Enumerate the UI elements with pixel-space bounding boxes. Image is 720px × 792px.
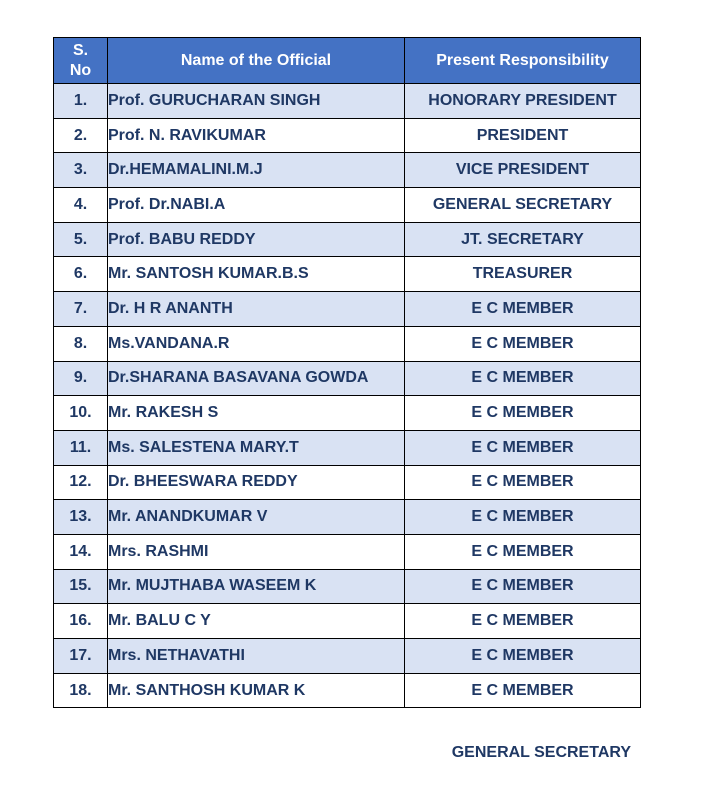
cell-responsibility: JT. SECRETARY [405,222,641,257]
table-row [54,534,641,569]
cell-sno: 14. [54,534,108,569]
table-body [54,84,641,708]
cell-name: Prof. N. RAVIKUMAR [108,118,405,153]
cell-responsibility: E C MEMBER [405,292,641,327]
cell-sno: 15. [54,569,108,604]
cell-sno: 3. [54,153,108,188]
cell-sno: 1. [54,84,108,119]
table-row [54,292,641,327]
cell-name: Mr. MUJTHABA WASEEM K [108,569,405,604]
cell-responsibility: E C MEMBER [405,326,641,361]
cell-sno: 18. [54,673,108,708]
cell-name: Dr. BHEESWARA REDDY [108,465,405,500]
cell-sno: 5. [54,222,108,257]
table-row [54,430,641,465]
table-row [54,153,641,188]
header-responsibility: Present Responsibility [405,38,641,84]
table-row [54,569,641,604]
cell-name: Mr. RAKESH S [108,396,405,431]
cell-name: Dr.HEMAMALINI.M.J [108,153,405,188]
cell-responsibility: E C MEMBER [405,361,641,396]
table-header-row [54,38,641,84]
cell-sno: 6. [54,257,108,292]
table-row [54,673,641,708]
cell-responsibility: GENERAL SECRETARY [405,188,641,223]
cell-sno: 10. [54,396,108,431]
cell-name: Ms. SALESTENA MARY.T [108,430,405,465]
table-row [54,604,641,639]
cell-name: Mrs. NETHAVATHI [108,639,405,674]
header-sno [54,38,108,84]
table-row [54,84,641,119]
table-row [54,257,641,292]
cell-responsibility: TREASURER [405,257,641,292]
cell-name: Prof. BABU REDDY [108,222,405,257]
cell-responsibility: E C MEMBER [405,673,641,708]
cell-name: Dr.SHARANA BASAVANA GOWDA [108,361,405,396]
cell-sno: 12. [54,465,108,500]
table-row [54,396,641,431]
cell-responsibility: E C MEMBER [405,500,641,535]
table-row [54,188,641,223]
table-row [54,326,641,361]
cell-responsibility: E C MEMBER [405,604,641,639]
cell-sno: 13. [54,500,108,535]
cell-sno: 11. [54,430,108,465]
table-row [54,222,641,257]
cell-name: Ms.VANDANA.R [108,326,405,361]
cell-sno: 7. [54,292,108,327]
cell-sno: 8. [54,326,108,361]
cell-responsibility: E C MEMBER [405,639,641,674]
cell-name: Prof. GURUCHARAN SINGH [108,84,405,119]
cell-responsibility: HONORARY PRESIDENT [405,84,641,119]
cell-sno: 4. [54,188,108,223]
cell-sno: 16. [54,604,108,639]
cell-sno: 2. [54,118,108,153]
table-row [54,118,641,153]
cell-sno: 17. [54,639,108,674]
cell-responsibility: E C MEMBER [405,465,641,500]
officials-table [53,37,641,708]
cell-responsibility: E C MEMBER [405,396,641,431]
header-name: Name of the Official [108,38,405,84]
cell-name: Prof. Dr.NABI.A [108,188,405,223]
cell-sno: 9. [54,361,108,396]
table-row [54,500,641,535]
cell-name: Dr. H R ANANTH [108,292,405,327]
cell-responsibility: E C MEMBER [405,430,641,465]
cell-name: Mr. ANANDKUMAR V [108,500,405,535]
cell-responsibility: E C MEMBER [405,569,641,604]
cell-name: Mr. SANTOSH KUMAR.B.S [108,257,405,292]
cell-responsibility: E C MEMBER [405,534,641,569]
table-row [54,361,641,396]
cell-name: Mr. SANTHOSH KUMAR K [108,673,405,708]
cell-responsibility: VICE PRESIDENT [405,153,641,188]
signature-title: GENERAL SECRETARY [451,744,631,761]
cell-name: Mr. BALU C Y [108,604,405,639]
header-sno-line2: No [69,61,92,79]
cell-responsibility: PRESIDENT [405,118,641,153]
cell-name: Mrs. RASHMI [108,534,405,569]
table-row [54,465,641,500]
header-sno-line1: S. [72,41,89,59]
table-row [54,639,641,674]
